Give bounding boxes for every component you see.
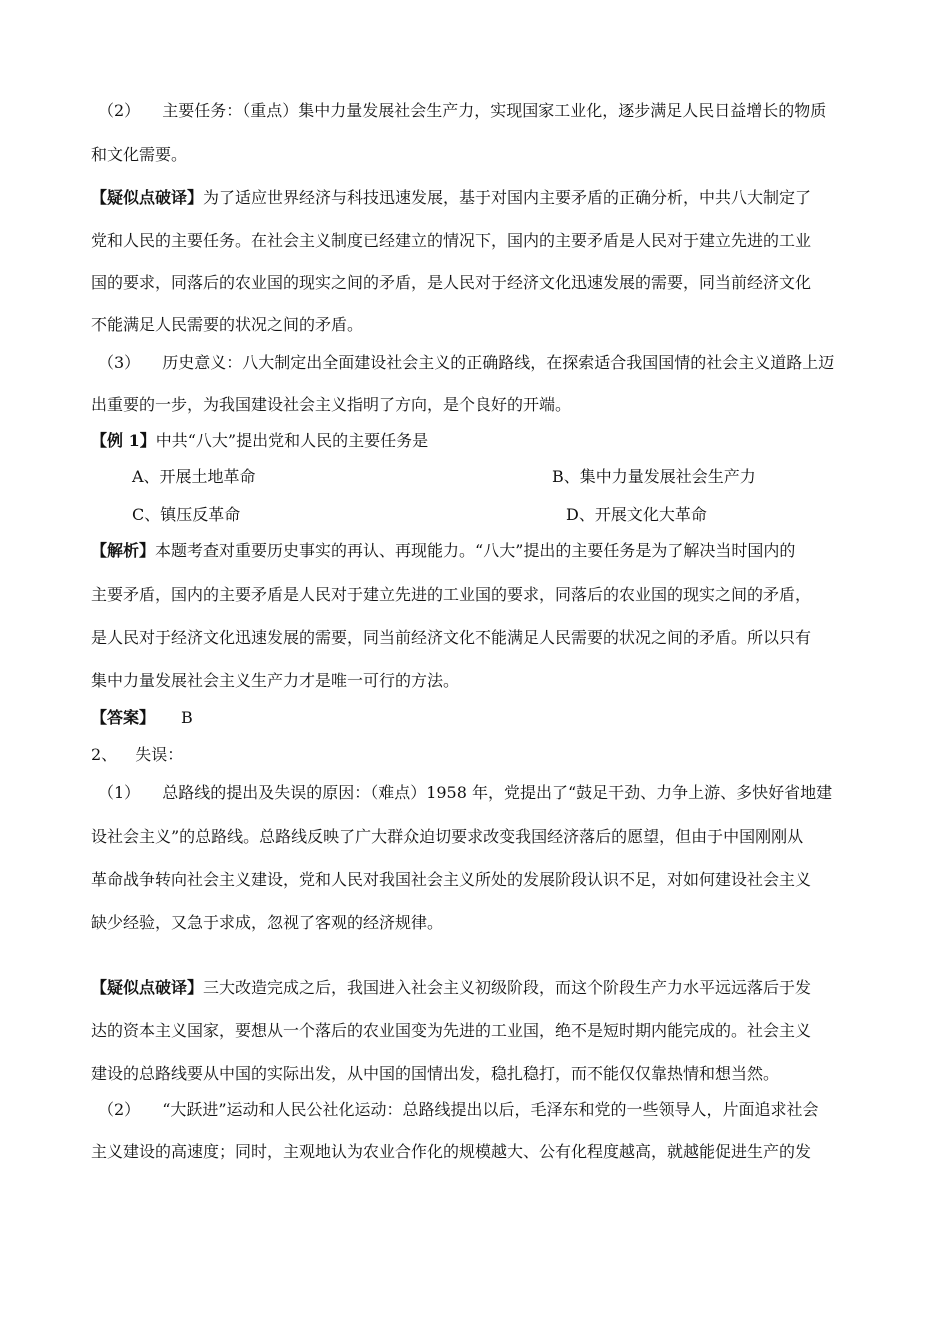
doubt-point-tag: 【疑似点破译】 bbox=[91, 978, 204, 997]
paragraph-main-task-line-2: 和文化需要。 bbox=[91, 145, 188, 164]
doubt-point-2-line-3: 建设的总路线要从中国的实际出发，从中国的国情出发，稳扎稳打，而不能仅仅靠热情和想当然。 bbox=[91, 1064, 780, 1083]
option-d: D、开展文化大革命 bbox=[566, 505, 707, 524]
option-b: B、集中力量发展社会生产力 bbox=[552, 467, 756, 486]
doubt-point-tag: 【疑似点破译】 bbox=[91, 188, 204, 207]
paragraph-great-leap-line-1 bbox=[98, 1100, 819, 1120]
doubt-point-line-4: 不能满足人民需要的状况之间的矛盾。 bbox=[91, 315, 364, 334]
paragraph-significance-line-1 bbox=[98, 353, 834, 373]
analysis-line-4: 集中力量发展社会主义生产力才是唯一可行的方法。 bbox=[91, 671, 460, 690]
analysis-line-1 bbox=[91, 541, 795, 561]
item-number: （2） bbox=[98, 1100, 141, 1119]
example-tag: 【例 1】 bbox=[91, 431, 156, 450]
paragraph-text: “大跃进”运动和人民公社化运动：总路线提出以后，毛泽东和党的一些领导人，片面追求社会 bbox=[162, 1100, 819, 1119]
paragraph-general-line-2: 设社会主义”的总路线。总路线反映了广大群众迫切要求改变我国经济落后的愿望，但由于中国刚刚从 bbox=[91, 827, 804, 846]
question-text: 中共“八大”提出党和人民的主要任务是 bbox=[155, 431, 429, 450]
paragraph-text: 历史意义：八大制定出全面建设社会主义的正确路线，在探索适合我国国情的社会主义道路上迈 bbox=[162, 353, 835, 372]
analysis-tag: 【解析】 bbox=[91, 541, 156, 560]
paragraph-general-line-1 bbox=[98, 783, 832, 803]
item-number: （3） bbox=[98, 353, 141, 372]
paragraph-great-leap-line-2: 主义建设的高速度；同时，主观地认为农业合作化的规模越大、公有化程度越高，就越能促进生产的发 bbox=[91, 1142, 812, 1161]
answer-tag: 【答案】 bbox=[91, 708, 156, 727]
paragraph-text: 主要任务：（重点）集中力量发展社会生产力，实现国家工业化，逐步满足人民日益增长的物质 bbox=[162, 101, 827, 120]
item-number: （2） bbox=[98, 101, 141, 120]
doubt-point-2-line-1 bbox=[91, 978, 811, 998]
answer-line bbox=[91, 708, 193, 728]
heading-text: 失误： bbox=[135, 745, 184, 764]
option-a: A、开展土地革命 bbox=[132, 467, 256, 486]
analysis-line-3: 是人民对于经济文化迅速发展的需要，同当前经济文化不能满足人民需要的状况之间的矛盾。所以只有 bbox=[91, 628, 812, 647]
option-c: C、镇压反革命 bbox=[132, 505, 241, 524]
paragraph-general-line-4: 缺少经验，又急于求成，忽视了客观的经济规律。 bbox=[91, 913, 444, 932]
paragraph-significance-line-2: 出重要的一步，为我国建设社会主义指明了方向，是个良好的开端。 bbox=[91, 395, 572, 414]
doubt-point-line-1 bbox=[91, 188, 811, 208]
doubt-point-2-line-2: 达的资本主义国家，要想从一个落后的农业国变为先进的工业国，绝不是短时期内能完成的。社会主义 bbox=[91, 1021, 812, 1040]
paragraph-text: 本题考查对重要历史事实的再认、再现能力。“八大”提出的主要任务是为了解决当时国内的 bbox=[155, 541, 796, 560]
section-heading-mistakes bbox=[91, 745, 183, 765]
doubt-point-line-2: 党和人民的主要任务。在社会主义制度已经建立的情况下，国内的主要矛盾是人民对于建立先进的工业 bbox=[91, 231, 812, 250]
paragraph-text: 总路线的提出及失误的原因：（难点）1958 年，党提出了“鼓足干劲、力争上游、多快好省地建 bbox=[162, 783, 833, 802]
paragraph-general-line-3: 革命战争转向社会主义建设，党和人民对我国社会主义所处的发展阶段认识不足，对如何建设社会主义 bbox=[91, 870, 812, 889]
item-number: （1） bbox=[98, 783, 141, 802]
answer-value: B bbox=[181, 708, 193, 727]
paragraph-text: 为了适应世界经济与科技迅速发展，基于对国内主要矛盾的正确分析，中共八大制定了 bbox=[203, 188, 812, 207]
example-question bbox=[91, 431, 428, 451]
heading-number: 2、 bbox=[91, 745, 118, 764]
doubt-point-line-3: 国的要求，同落后的农业国的现实之间的矛盾，是人民对于经济文化迅速发展的需要，同当前经济文化 bbox=[91, 273, 812, 292]
analysis-line-2: 主要矛盾，国内的主要矛盾是人民对于建立先进的工业国的要求，同落后的农业国的现实之间的矛盾， bbox=[91, 585, 812, 604]
paragraph-text: 三大改造完成之后，我国进入社会主义初级阶段，而这个阶段生产力水平远远落后于发 bbox=[203, 978, 812, 997]
paragraph-main-task-line-1 bbox=[98, 101, 826, 121]
